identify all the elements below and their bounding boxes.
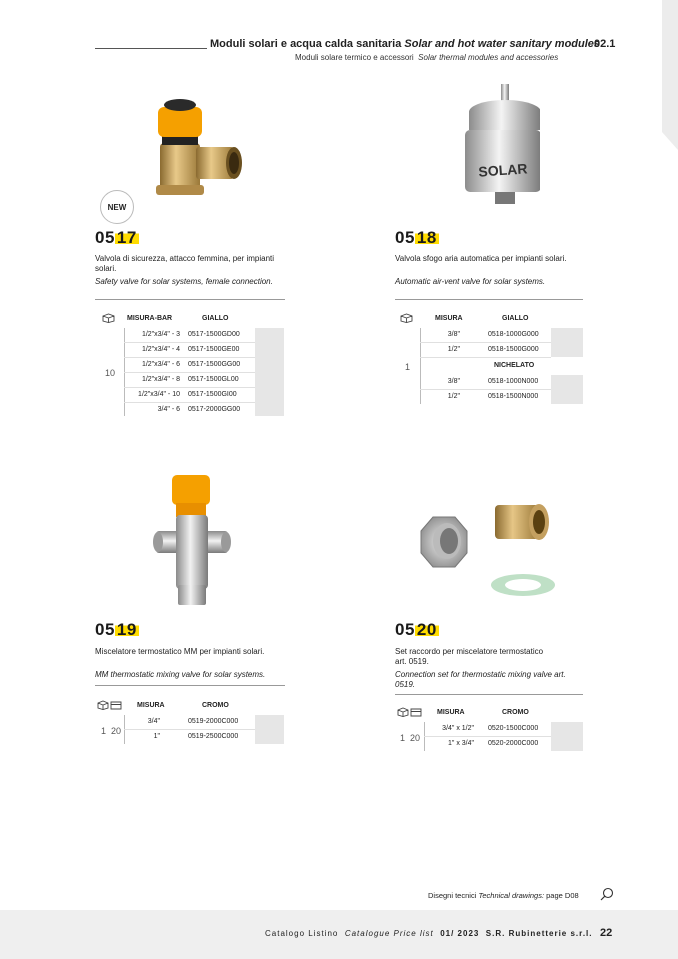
technical-drawings-link[interactable]: Disegni tecnici Technical drawings: page D08 [428, 891, 579, 900]
pack-quantity: 10 [105, 368, 116, 378]
connection-set-image [415, 495, 560, 600]
section-rule [95, 685, 285, 686]
mixing-valve-image [150, 475, 235, 610]
row-code: 0518-1000N000 [488, 378, 539, 385]
header-title: Moduli solari e acqua calda sanitaria Solar and hot water sanitary modules [210, 38, 601, 50]
row-size: 1/2" [447, 346, 460, 353]
row-code: 0517-1500GE00 [188, 346, 240, 353]
pack-outer: 20 [111, 726, 122, 736]
row-size: 1/2" [447, 393, 460, 400]
row-code: 0517-2000GG00 [188, 406, 241, 413]
col-header-size: MISURA [137, 702, 165, 709]
row-size: 1/2"x3/4" - 10 [138, 391, 180, 398]
col-header-size: MISURA-BAR [127, 315, 173, 322]
row-code: 0517-1500GG00 [188, 361, 241, 368]
product-desc-en: Connection set for thermostatic mixing valve art. 0519. [395, 670, 566, 689]
product-code-0517: 05 17 [95, 228, 137, 247]
row-code: 0517-1500GL00 [188, 376, 239, 383]
product-desc-en: MM thermostatic mixing valve for solar systems. [95, 670, 266, 679]
row-size: 1/2"x3/4" - 8 [141, 376, 180, 383]
col-header-size: MISURA [435, 315, 463, 322]
air-vent-valve-image [455, 82, 540, 207]
new-badge: NEW [100, 190, 134, 224]
product-code-0520: 05 20 [395, 620, 437, 639]
row-code: 0519-2000C000 [188, 718, 239, 725]
magnifier-icon[interactable] [600, 887, 614, 901]
row-size: 3/8" [447, 331, 460, 338]
product-desc-en: Safety valve for solar systems, female connection. [95, 277, 273, 286]
row-size: 3/4" x 1/2" [442, 725, 474, 732]
box-icon [400, 313, 413, 323]
page-number: 22 [600, 927, 613, 939]
row-size: 3/4" [147, 718, 160, 725]
row-size: 1/2"x3/4" - 6 [141, 361, 180, 368]
col-header-finish-2: NICHELATO [494, 362, 535, 369]
pack-outer: 20 [410, 733, 421, 743]
box-icon [97, 700, 123, 710]
product-desc-it: Valvola di sicurezza, attacco femmina, per impianti solari. [95, 254, 275, 273]
row-size: 1/2"x3/4" - 4 [141, 346, 180, 353]
col-header-finish: GIALLO [502, 315, 529, 322]
section-rule [95, 299, 285, 300]
header-rule [95, 48, 207, 49]
pack-inner: 1 [101, 726, 107, 736]
col-header-size: MISURA [437, 709, 465, 716]
row-size: 1" x 3/4" [448, 740, 474, 747]
header-subtitle: Moduli solare termico e accessori Solar thermal modules and accessories [295, 53, 559, 62]
solar-label: SOLAR [477, 160, 528, 180]
row-size: 1" [153, 733, 160, 740]
product-desc-it: Valvola sfogo aria automatica per impianti solari. [395, 254, 567, 263]
row-code: 0519-2500C000 [188, 733, 239, 740]
page-corner-decoration [662, 0, 678, 150]
product-desc-it: Miscelatore termostatico MM per impianti solari. [95, 647, 265, 656]
box-icon [397, 707, 423, 717]
row-code: 0518-1500G000 [488, 346, 539, 353]
row-size: 3/8" [447, 378, 460, 385]
section-number: 02.1 [594, 38, 616, 50]
row-code: 0520-2000C000 [488, 740, 539, 747]
col-header-finish: CROMO [502, 709, 529, 716]
pack-quantity: 1 [405, 362, 411, 372]
product-desc-en: Automatic air-vent valve for solar systems. [395, 277, 546, 286]
row-code: 0517-1500GI00 [188, 391, 237, 398]
footer-catalog-info: Catalogo Listino Catalogue Price list 01/ 2023 S.R. Rubinetterie s.r.l. [265, 929, 593, 938]
product-desc-it: Set raccordo per miscelatore termostatico art. 0519. [395, 647, 544, 666]
row-code: 0517-1500GD00 [188, 331, 240, 338]
product-code-0519: 05 19 [95, 620, 137, 639]
product-code-0518: 05 18 [395, 228, 437, 247]
row-code: 0520-1500C000 [488, 725, 539, 732]
section-rule [395, 694, 583, 695]
col-header-finish: GIALLO [202, 315, 229, 322]
safety-valve-image [148, 95, 243, 200]
row-code: 0518-1000G000 [488, 331, 539, 338]
row-size: 1/2"x3/4" - 3 [141, 331, 180, 338]
row-size: 3/4" - 6 [157, 406, 180, 413]
box-icon [102, 313, 115, 323]
section-rule [395, 299, 583, 300]
col-header-finish: CROMO [202, 702, 229, 709]
pack-inner: 1 [400, 733, 406, 743]
row-code: 0518-1500N000 [488, 393, 539, 400]
